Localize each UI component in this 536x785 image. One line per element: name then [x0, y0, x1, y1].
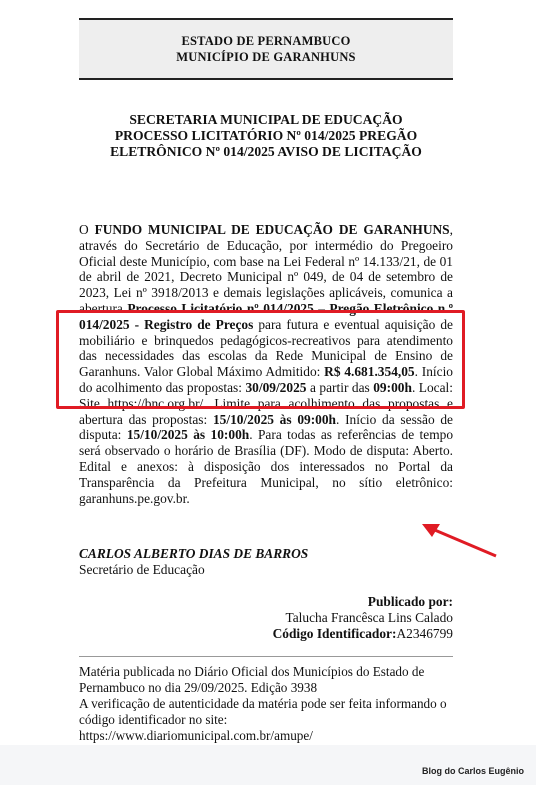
notice-title: [79, 112, 453, 160]
publication-note: [79, 664, 469, 744]
divider: [79, 656, 453, 657]
note-line-2: A verificação de autenticidade da matéria pode ser feita informando o código identificador no site:: [79, 696, 447, 727]
process-number: Processo Licitatório nº 014/2025 – Pregão Eletrônico n.º 014/2025 - Registro de Preços: [79, 300, 453, 332]
signature-block: [79, 546, 308, 578]
body-text: a partir das: [306, 379, 374, 395]
published-by-label: Publicado por:: [367, 594, 453, 609]
identifier-code: A2346799: [396, 626, 453, 641]
body-text: , através do Secretário de Educação, por intermédio do Pregoeiro Oficial deste Município, com base na Lei Federal nº 14.133/21, de 01 de abril de 2021, Decreto Municipal nº 049, de 04 de setembro de 2023, Lei nº 3918/2013 e demais legislações aplicáveis, comunica a abertura: [79, 222, 453, 316]
limit-date: 15/10/2025 às 09:00h: [212, 411, 337, 427]
start-date: 30/09/2025: [245, 379, 307, 395]
body-text: . Início do acolhimento das propostas:: [79, 364, 453, 395]
publisher-name: Talucha Francêsca Lins Calado: [285, 610, 453, 625]
session-date: 15/10/2025 às 10:00h: [126, 427, 250, 443]
highlight-box: [56, 310, 465, 409]
body-text: . Para todas as referências de tempo será observado o horário de Brasília (DF). Modo de disputa: Aberto. Edital e anexos: à disposição dos interessados no Portal da Transparência da Prefeitura Municipal, no sítio eletrônico: garanhuns.pe.gov.br.: [79, 427, 454, 506]
body-text: . Local: Site https://bnc.org.br/. Limite para acolhimento das propostas e abertura das propostas:: [79, 379, 453, 427]
body-text: O: [79, 222, 95, 237]
signer-name: CARLOS ALBERTO DIAS DE BARROS: [79, 546, 309, 561]
publication-block: [273, 594, 453, 642]
footer-band: [0, 745, 536, 785]
state-name: ESTADO DE PERNAMBUCO: [181, 34, 351, 48]
document-header: [79, 18, 453, 80]
municipality-name: MUNICÍPIO DE GARANHUNS: [176, 50, 356, 64]
note-line-1: Matéria publicada no Diário Oficial dos Municípios do Estado de Pernambuco no dia 29/09/2025. Edição 3938: [79, 664, 425, 695]
global-value: R$ 4.681.354,05: [324, 364, 415, 380]
code-label: Código Identificador:: [272, 626, 397, 641]
title-line-1: SECRETARIA MUNICIPAL DE EDUCAÇÃO: [129, 112, 403, 127]
title-line-2: PROCESSO LICITATÓRIO Nº 014/2025 PREGÃO: [114, 128, 418, 143]
red-arrow-icon: [420, 520, 500, 560]
title-line-3: ELETRÔNICO Nº 014/2025 AVISO DE LICITAÇÃO: [110, 144, 422, 159]
start-time: 09:00h: [373, 379, 412, 395]
verification-link[interactable]: https://www.diariomunicipal.com.br/amupe/: [79, 728, 313, 743]
entity-name: FUNDO MUNICIPAL DE EDUCAÇÃO DE GARANHUNS: [94, 222, 450, 237]
blog-watermark: Blog do Carlos Eugênio: [421, 766, 524, 776]
signer-role: Secretário de Educação: [79, 562, 205, 577]
body-text: . Início da sessão de disputa:: [79, 411, 454, 443]
body-text: para futura e eventual aquisição de mobiliário e brinquedos pedagógicos-recreativos para atendimento das necessidades das escolas da Rede Municipal de Ensino de Garanhuns. Valor Global Máximo Admitido:: [79, 316, 453, 380]
